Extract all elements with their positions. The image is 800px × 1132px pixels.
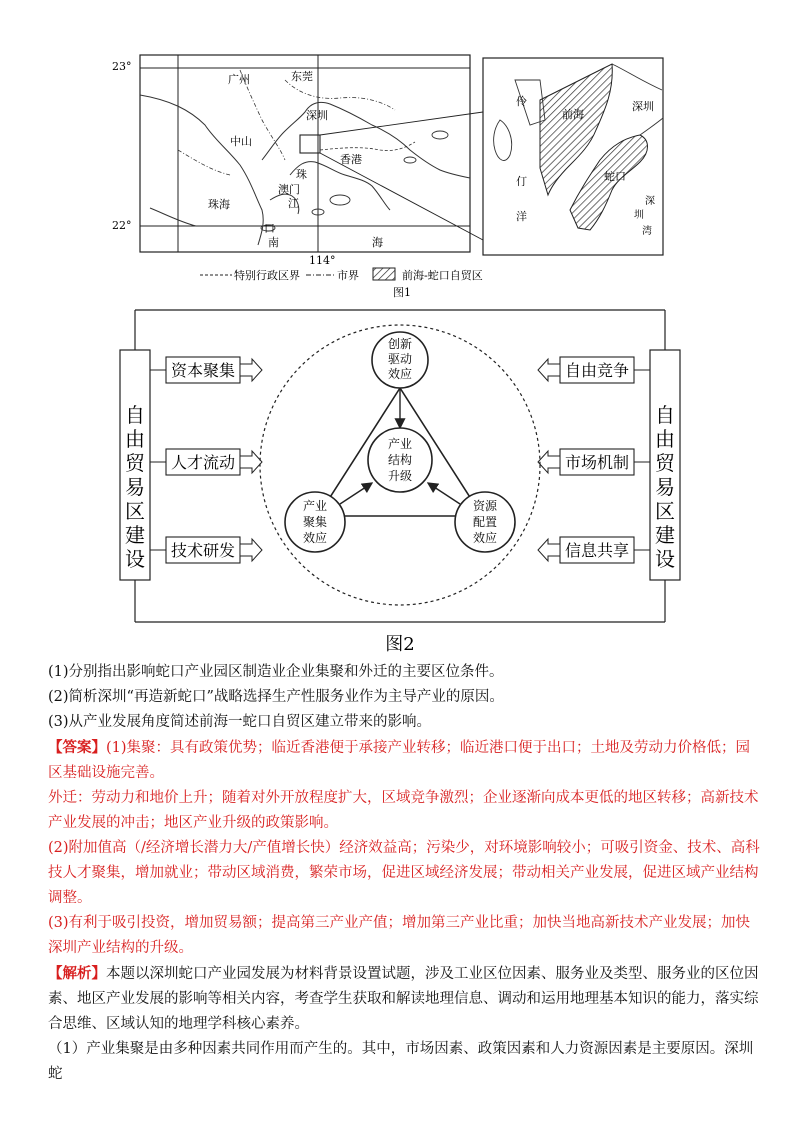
label-hongkong: 香港: [340, 153, 362, 166]
node-innovation-line3: 效应: [387, 367, 413, 381]
node-agglomeration-line1: 产业: [302, 499, 328, 513]
arrow-right-to-center: [428, 483, 460, 504]
label-dongguan: 东莞: [291, 70, 313, 83]
inset-label-shenzhen: 深圳: [632, 100, 654, 113]
legend-sar-label: 特别行政区界: [234, 269, 300, 282]
node-innovation-line1: 创新: [387, 337, 413, 351]
sar-boundary: [320, 142, 415, 151]
figure-2-diagram: [0, 300, 800, 660]
legend-ftz-swatch: [373, 268, 395, 280]
legend-ftz-label: 前海-蛇口自贸区: [402, 269, 483, 282]
analysis-text-1: 本题以深圳蛇口产业园发展为材料背景设置试题，涉及工业区位因素、服务业及类型、服务业的区位因素、地区产业发展的影响等相关内容，考查学生获取和解读地理信息、调动和运用地理基本知识的能力，落实综合思维、区域认知的地理学科核心素养。: [48, 966, 759, 1032]
arrow-left-to-center: [340, 483, 372, 504]
node-innovation-line2: 驱动: [387, 352, 413, 366]
left-box-2-label: 人才流动: [170, 453, 236, 472]
node-agglomeration-line2: 聚集: [302, 515, 328, 529]
right-pillar-char: 设: [655, 547, 675, 571]
analysis-section: [48, 961, 760, 1087]
left-pillar-char: 由: [125, 427, 145, 451]
node-agglomeration-line3: 效应: [302, 531, 328, 545]
analysis-paragraph-2: （1）产业集聚是由多种因素共同作用而产生的。其中，市场因素、政策因素和人力资源因素是主要原因。深圳蛇: [48, 1041, 754, 1082]
question-content: [48, 660, 760, 1087]
figure-1-map: [0, 0, 800, 300]
shekou-focus-box: [300, 135, 320, 153]
left-pillar-char: 易: [125, 475, 145, 499]
label-kou: 口: [264, 222, 275, 235]
inset-link-bottom: [320, 153, 483, 240]
inset-label-yang: 洋: [516, 210, 527, 223]
left-pillar-char: 自: [125, 403, 145, 427]
left-box-1-arrow: [240, 359, 262, 381]
right-box-2-arrow: [538, 451, 560, 473]
answer-paragraph-1: [48, 735, 760, 786]
right-box-1-label: 自由竞争: [564, 361, 630, 380]
label-shenzhen: 深圳: [306, 109, 328, 122]
diagram-svg: [0, 300, 800, 660]
label-zhongshan: 中山: [230, 135, 252, 148]
legend-city-label: 市界: [337, 269, 359, 282]
left-box-3-arrow: [240, 539, 262, 561]
coastline-east: [262, 102, 470, 178]
answer-paragraph-4: (3)有利于吸引投资，增加贸易额；提高第三产业产值；增加第三产业比重；加快当地高新技术产业发展；加快深圳产业结构的升级。: [48, 915, 751, 956]
right-pillar-char: 由: [655, 427, 675, 451]
right-box-3-label: 信息共享: [564, 541, 630, 560]
label-zhu: 珠: [296, 168, 307, 181]
inset-link-top: [320, 112, 483, 135]
left-pillar-char: 设: [125, 547, 145, 571]
node-allocation-line2: 配置: [472, 515, 498, 529]
inset-label-qianhai: 前海: [562, 108, 584, 121]
right-pillar-char: 区: [655, 499, 675, 523]
left-box-3-label: 技术研发: [170, 541, 236, 560]
left-box-1-label: 资本聚集: [170, 361, 236, 380]
inset-label-shen: 深: [645, 196, 655, 207]
lon-114-label: 114°: [309, 254, 336, 267]
question-3: (3)从产业发展角度简述前海一蛇口自贸区建立带来的影响。: [48, 714, 432, 730]
answer-paragraph-2: 外迁：劳动力和地价上升；随着对外开放程度扩大，区域竞争激烈；企业逐渐向成本更低的地区转移；高新技术产业发展的冲击；地区产业升级的政策影响。: [48, 790, 759, 831]
island-1: [330, 195, 350, 205]
right-box-1-arrow: [538, 359, 560, 381]
right-box-2-label: 市场机制: [564, 453, 630, 472]
label-macau: 澳门: [278, 183, 300, 196]
right-factor-boxes: [538, 357, 650, 563]
answer-paragraph-3: (2)附加值高（/经济增长潜力大/产值增长快）经济效益高；污染少，对环境影响较小；可吸引资金、技术、高科技人才聚集，增加就业；带动区域消费，繁荣市场，促进区域经济发展；带动相关产业发展，促进区域产业结构调整。: [48, 840, 760, 906]
right-box-3-arrow: [538, 539, 560, 561]
inset-label-ling: 伶: [516, 95, 527, 108]
inset-label-ding: 仃: [516, 175, 527, 188]
question-1: (1)分别指出影响蛇口产业园区制造业企业集聚和外迁的主要区位条件。: [48, 664, 504, 680]
left-pillar-char: 贸: [125, 451, 145, 475]
answer-section: [48, 735, 760, 961]
inset-label-wan: 湾: [642, 226, 652, 237]
city-boundary-2: [285, 80, 395, 110]
map-svg: [0, 0, 800, 300]
inset-label-zhen: 圳: [634, 210, 644, 221]
figure-1-caption: 图1: [393, 286, 411, 299]
label-hai: 海: [372, 236, 383, 249]
city-boundary-3: [178, 150, 230, 175]
left-box-2-arrow: [240, 451, 262, 473]
right-pillar-char: 建: [655, 523, 675, 547]
lat-22-label: 22°: [112, 219, 132, 232]
node-allocation-line3: 效应: [472, 531, 498, 545]
label-nan: 南: [268, 236, 279, 249]
left-factor-boxes: [150, 357, 262, 563]
label-jiang: 江: [288, 197, 299, 210]
analysis-paragraph-1: [48, 961, 760, 1037]
right-pillar-char: 自: [655, 403, 675, 427]
coastline-west: [140, 95, 263, 245]
answer-text-1: (1)集聚：具有政策优势；临近香港便于承接产业转移；临近港口便于出口；土地及劳动力价格低；园区基础设施完善。: [48, 740, 751, 781]
left-pillar-text: [125, 403, 146, 571]
right-pillar-char: 贸: [655, 451, 675, 475]
island-5: [432, 131, 448, 139]
right-pillar-char: 易: [655, 475, 675, 499]
lat-23-label: 23°: [112, 60, 132, 73]
analysis-tag: 【解析】: [48, 965, 106, 982]
node-structure-line2: 结构: [387, 453, 413, 467]
right-pillar-text: [655, 403, 676, 571]
figure-2-caption: 图2: [385, 634, 415, 655]
node-structure-line3: 升级: [387, 469, 413, 483]
label-zhuhai: 珠海: [208, 198, 230, 211]
question-2: (2)简析深圳“再造新蛇口”战略选择生产性服务业作为主导产业的原因。: [48, 689, 504, 705]
left-pillar-char: 区: [125, 499, 145, 523]
island-4: [404, 157, 416, 163]
coastline-zhuhai: [150, 208, 196, 226]
left-pillar-char: 建: [125, 523, 145, 547]
node-allocation-line1: 资源: [472, 499, 498, 513]
node-structure-line1: 产业: [387, 437, 413, 451]
inset-label-shekou: 蛇口: [604, 170, 626, 183]
label-guangzhou: 广州: [228, 73, 250, 86]
answer-tag: 【答案】: [48, 739, 106, 756]
